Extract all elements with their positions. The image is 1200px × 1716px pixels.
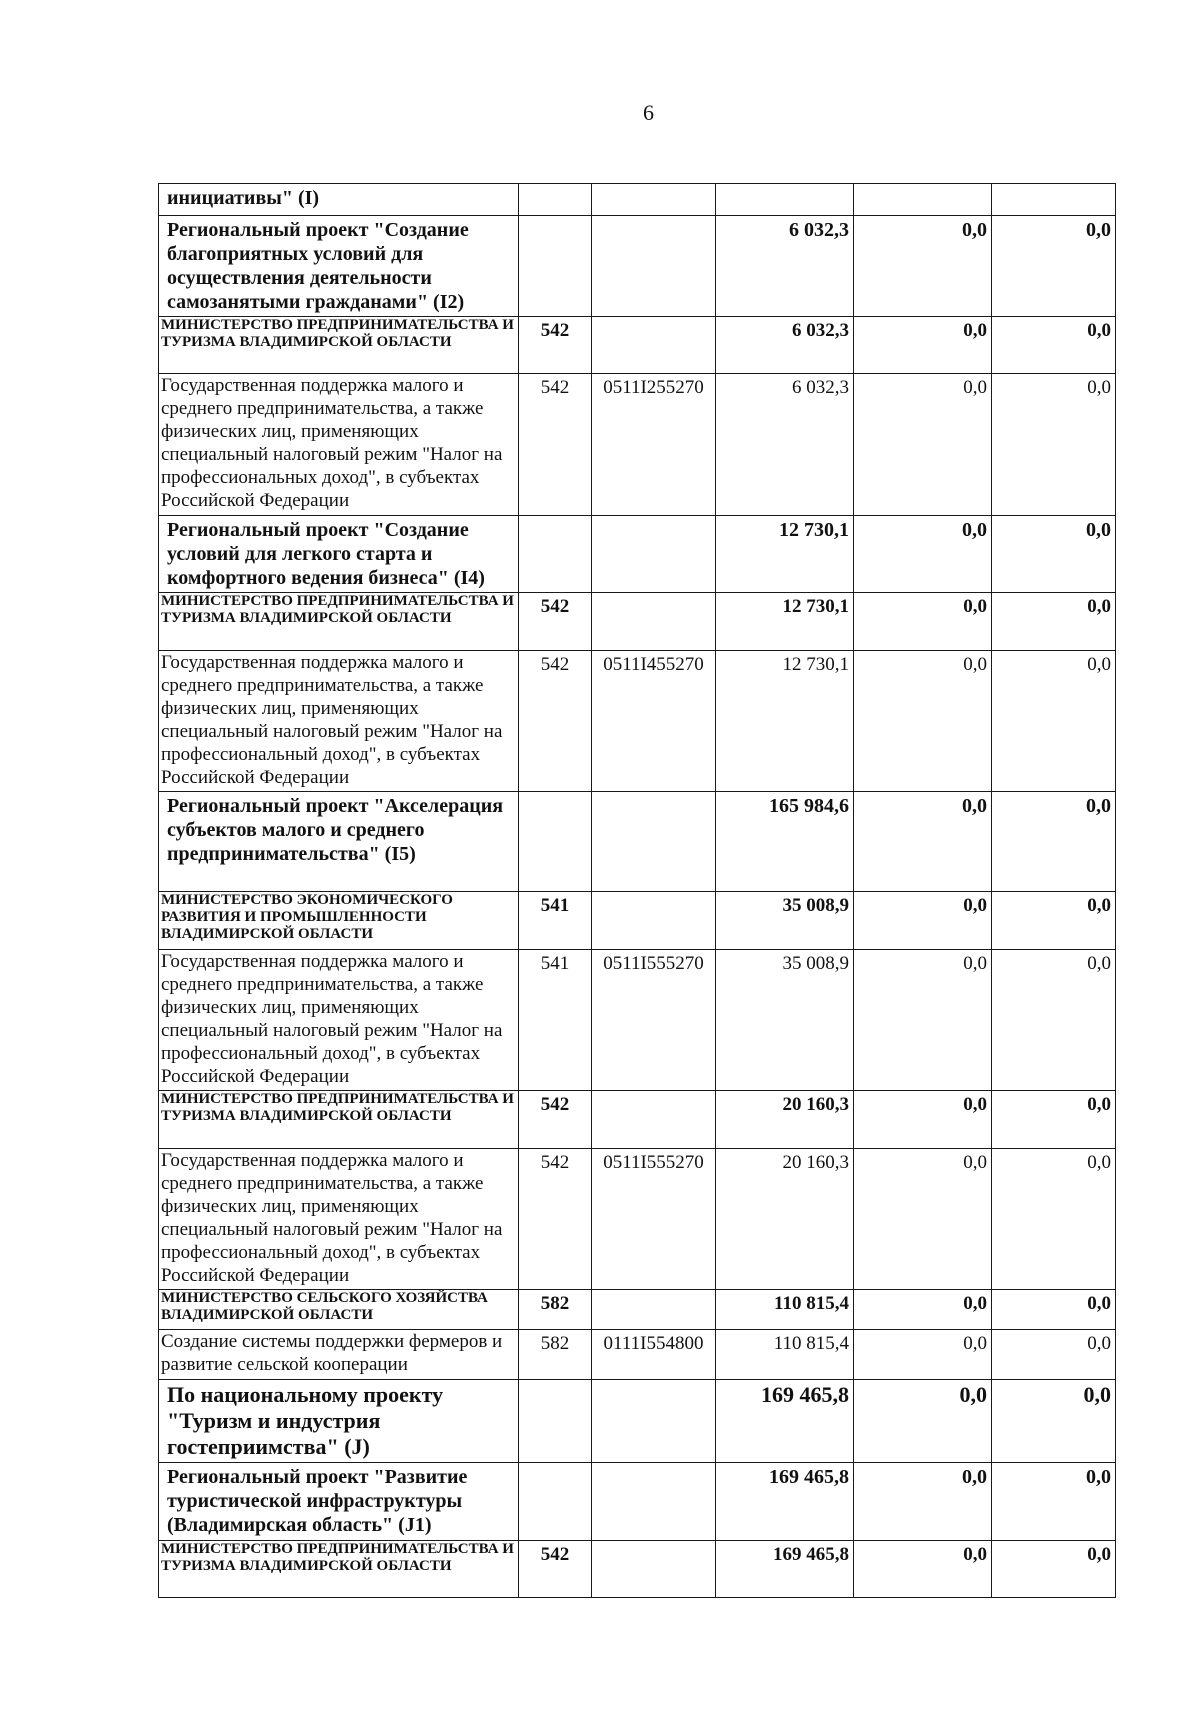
budget-table: [158, 183, 1116, 1598]
row-amount-2: 0,0: [854, 651, 992, 792]
table-row: [159, 1091, 1116, 1149]
row-amount-1: 20 160,3: [716, 1091, 854, 1149]
row-target-code: [592, 317, 716, 374]
row-amount-3: 0,0: [992, 792, 1116, 892]
row-amount-1: 110 815,4: [716, 1330, 854, 1380]
row-name: Региональный проект "Создание благоприятных условий для осуществления деятельности самозанятыми гражданами" (I2): [159, 216, 519, 317]
row-target-code: [592, 792, 716, 892]
row-target-code: [592, 216, 716, 317]
row-admin-code: 541: [519, 950, 592, 1091]
row-target-code: [592, 1541, 716, 1598]
row-admin-code: [519, 216, 592, 317]
row-admin-code: 582: [519, 1330, 592, 1380]
row-name: МИНИСТЕРСТВО ПРЕДПРИНИМАТЕЛЬСТВА И ТУРИЗМА ВЛАДИМИРСКОЙ ОБЛАСТИ: [159, 593, 519, 651]
row-amount-3: 0,0: [992, 892, 1116, 950]
row-admin-code: 582: [519, 1290, 592, 1330]
table-row: [159, 1290, 1116, 1330]
row-admin-code: 542: [519, 1541, 592, 1598]
row-amount-1: 6 032,3: [716, 374, 854, 516]
row-amount-2: 0,0: [854, 374, 992, 516]
row-target-code: 0511I455270: [592, 651, 716, 792]
row-amount-3: [992, 184, 1116, 216]
row-admin-code: 542: [519, 1149, 592, 1290]
row-admin-code: 542: [519, 1091, 592, 1149]
row-target-code: [592, 892, 716, 950]
row-amount-2: [854, 184, 992, 216]
row-name: Региональный проект "Создание условий для легкого старта и комфортного ведения бизнеса" (I4): [159, 516, 519, 593]
row-amount-3: 0,0: [992, 1290, 1116, 1330]
row-admin-code: 541: [519, 892, 592, 950]
table-row: [159, 1149, 1116, 1290]
row-amount-2: 0,0: [854, 1380, 992, 1463]
row-name: Государственная поддержка малого и среднего предпринимательства, а также физических лиц, применяющих специальный налоговый режим "Налог на профессиональный доход", в субъектах Российской Федерации: [159, 651, 519, 792]
row-admin-code: [519, 1380, 592, 1463]
table-row: [159, 317, 1116, 374]
row-amount-3: 0,0: [992, 1541, 1116, 1598]
row-amount-2: 0,0: [854, 593, 992, 651]
row-amount-2: 0,0: [854, 516, 992, 593]
row-amount-1: 169 465,8: [716, 1380, 854, 1463]
row-amount-2: 0,0: [854, 1290, 992, 1330]
row-amount-2: 0,0: [854, 1091, 992, 1149]
row-name: МИНИСТЕРСТВО ПРЕДПРИНИМАТЕЛЬСТВА И ТУРИЗМА ВЛАДИМИРСКОЙ ОБЛАСТИ: [159, 1091, 519, 1149]
row-amount-1: [716, 184, 854, 216]
row-amount-3: 0,0: [992, 516, 1116, 593]
table-row: [159, 184, 1116, 216]
row-amount-2: 0,0: [854, 1330, 992, 1380]
row-amount-1: 12 730,1: [716, 516, 854, 593]
row-amount-2: 0,0: [854, 792, 992, 892]
row-admin-code: [519, 516, 592, 593]
row-amount-1: 20 160,3: [716, 1149, 854, 1290]
row-target-code: [592, 516, 716, 593]
row-amount-2: 0,0: [854, 950, 992, 1091]
row-target-code: [592, 184, 716, 216]
row-amount-3: 0,0: [992, 950, 1116, 1091]
row-amount-3: 0,0: [992, 374, 1116, 516]
table-row: [159, 216, 1116, 317]
row-amount-1: 12 730,1: [716, 593, 854, 651]
row-amount-1: 35 008,9: [716, 892, 854, 950]
row-admin-code: [519, 184, 592, 216]
table-row: [159, 516, 1116, 593]
row-admin-code: 542: [519, 593, 592, 651]
table-row: [159, 1463, 1116, 1541]
row-name: МИНИСТЕРСТВО СЕЛЬСКОГО ХОЗЯЙСТВА ВЛАДИМИРСКОЙ ОБЛАСТИ: [159, 1290, 519, 1330]
row-name: Создание системы поддержки фермеров и развитие сельской кооперации: [159, 1330, 519, 1380]
row-admin-code: 542: [519, 651, 592, 792]
row-amount-1: 169 465,8: [716, 1463, 854, 1541]
row-amount-2: 0,0: [854, 216, 992, 317]
table-row: [159, 792, 1116, 892]
row-amount-2: 0,0: [854, 1149, 992, 1290]
row-target-code: [592, 593, 716, 651]
row-amount-3: 0,0: [992, 1330, 1116, 1380]
row-name: Государственная поддержка малого и среднего предпринимательства, а также физических лиц, применяющих специальный налоговый режим "Налог на профессиональный доход", в субъектах Российской Федерации: [159, 950, 519, 1091]
table-row: [159, 593, 1116, 651]
row-target-code: 0111I554800: [592, 1330, 716, 1380]
row-name: Региональный проект "Акселерация субъектов малого и среднего предпринимательства" (I5): [159, 792, 519, 892]
row-target-code: [592, 1380, 716, 1463]
row-target-code: 0511I555270: [592, 950, 716, 1091]
row-amount-1: 169 465,8: [716, 1541, 854, 1598]
row-target-code: [592, 1290, 716, 1330]
row-name: Государственная поддержка малого и среднего предпринимательства, а также физических лиц, применяющих специальный налоговый режим "Налог на профессиональный доход", в субъектах Российской Федерации: [159, 1149, 519, 1290]
row-admin-code: 542: [519, 374, 592, 516]
row-amount-3: 0,0: [992, 593, 1116, 651]
table-row: [159, 1541, 1116, 1598]
row-target-code: 0511I555270: [592, 1149, 716, 1290]
row-amount-3: 0,0: [992, 651, 1116, 792]
table-row: [159, 374, 1116, 516]
row-amount-1: 6 032,3: [716, 216, 854, 317]
row-admin-code: 542: [519, 317, 592, 374]
row-target-code: 0511I255270: [592, 374, 716, 516]
row-amount-2: 0,0: [854, 317, 992, 374]
table-row: [159, 1330, 1116, 1380]
row-amount-3: 0,0: [992, 1091, 1116, 1149]
row-name: Государственная поддержка малого и среднего предпринимательства, а также физических лиц, применяющих специальный налоговый режим "Налог на профессиональных доход", в субъектах Российской Федерации: [159, 374, 519, 516]
row-amount-2: 0,0: [854, 1541, 992, 1598]
table-row: [159, 950, 1116, 1091]
row-amount-1: 12 730,1: [716, 651, 854, 792]
row-target-code: [592, 1091, 716, 1149]
row-name: инициативы" (I): [159, 184, 519, 216]
row-amount-1: 35 008,9: [716, 950, 854, 1091]
table-row: [159, 651, 1116, 792]
row-amount-3: 0,0: [992, 216, 1116, 317]
row-amount-3: 0,0: [992, 1149, 1116, 1290]
row-name: МИНИСТЕРСТВО ЭКОНОМИЧЕСКОГО РАЗВИТИЯ И ПРОМЫШЛЕННОСТИ ВЛАДИМИРСКОЙ ОБЛАСТИ: [159, 892, 519, 950]
row-amount-3: 0,0: [992, 1463, 1116, 1541]
row-name: Региональный проект "Развитие туристической инфраструктуры (Владимирская область" (J1): [159, 1463, 519, 1541]
row-target-code: [592, 1463, 716, 1541]
row-amount-2: 0,0: [854, 892, 992, 950]
row-amount-3: 0,0: [992, 1380, 1116, 1463]
row-name: По национальному проекту "Туризм и индустрия гостеприимства" (J): [159, 1380, 519, 1463]
row-amount-1: 165 984,6: [716, 792, 854, 892]
row-amount-2: 0,0: [854, 1463, 992, 1541]
row-admin-code: [519, 792, 592, 892]
table-row: [159, 1380, 1116, 1463]
page-number: 6: [643, 100, 654, 125]
row-amount-1: 110 815,4: [716, 1290, 854, 1330]
table-row: [159, 892, 1116, 950]
row-amount-1: 6 032,3: [716, 317, 854, 374]
row-admin-code: [519, 1463, 592, 1541]
row-name: МИНИСТЕРСТВО ПРЕДПРИНИМАТЕЛЬСТВА И ТУРИЗМА ВЛАДИМИРСКОЙ ОБЛАСТИ: [159, 1541, 519, 1598]
row-name: МИНИСТЕРСТВО ПРЕДПРИНИМАТЕЛЬСТВА И ТУРИЗМА ВЛАДИМИРСКОЙ ОБЛАСТИ: [159, 317, 519, 374]
row-amount-3: 0,0: [992, 317, 1116, 374]
